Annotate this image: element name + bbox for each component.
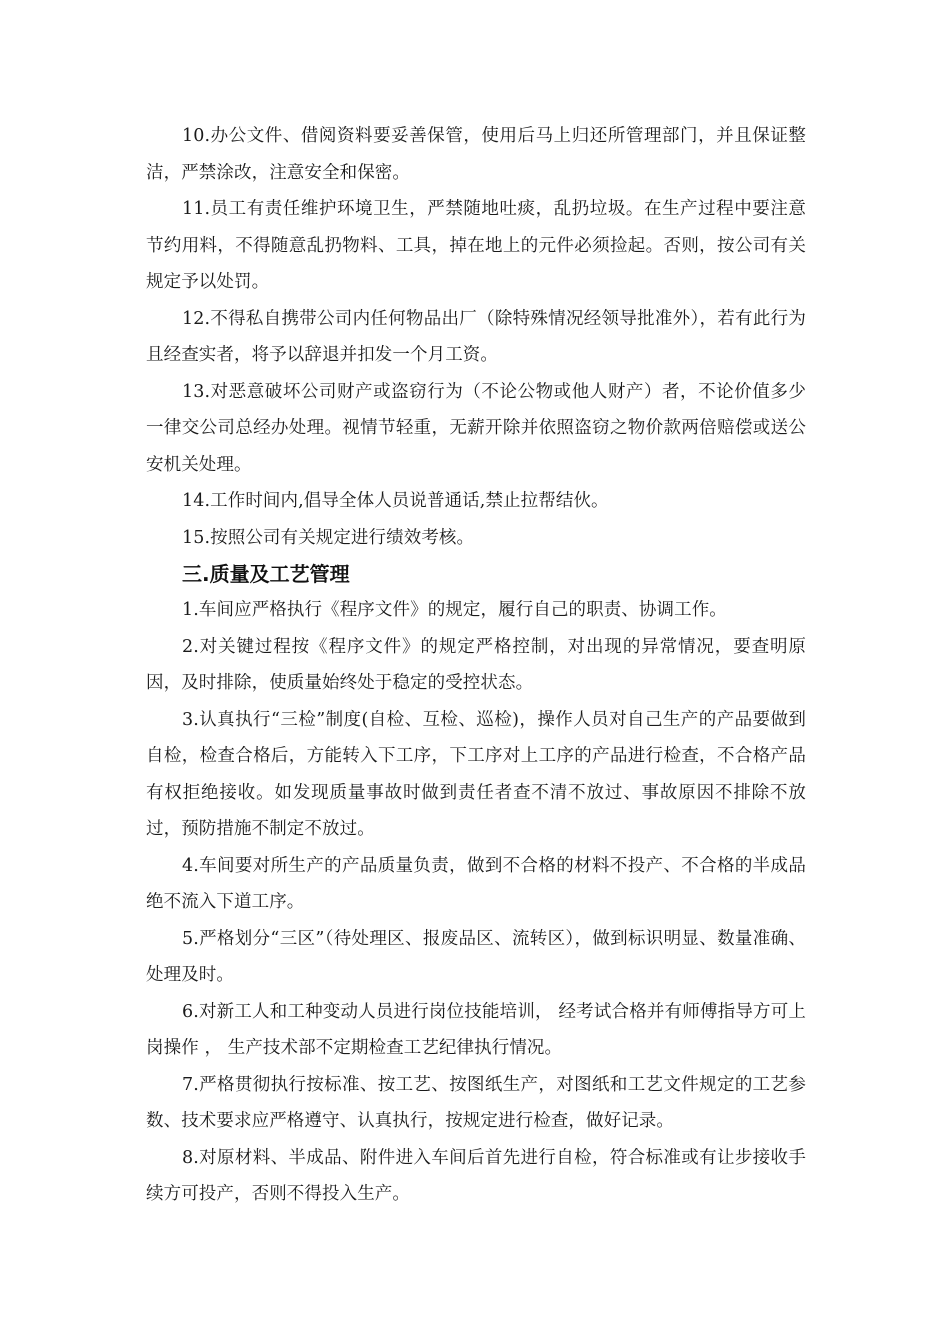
paragraph-quality-5: 5.严格划分“三区”（待处理区、报废品区、流转区），做到标识明显、数量准确、处理及时。 (146, 928, 806, 985)
paragraph-rule-10: 10.办公文件、借阅资料要妥善保管，使用后马上归还所管理部门，并且保证整洁，严禁涂改，注意安全和保密。 (146, 126, 806, 183)
paragraph-quality-3: 3.认真执行“三检”制度(自检、互检、巡检)，操作人员对自己生产的产品要做到自检，检查合格后，方能转入下工序，下工序对上工序的产品进行检查，不合格产品有权拒绝接收。如发现质量事故时做到责任者查不清不放过、事故原因不排除不放过，预防措施不制定不放过。 (146, 709, 806, 839)
paragraph-rule-15: 15.按照公司有关规定进行绩效考核。 (182, 527, 475, 548)
document-body (146, 118, 806, 1213)
paragraph-rule-13: 13.对恶意破坏公司财产或盗窃行为（不论公物或他人财产）者，不论价值多少一律交公司总经办处理。视情节轻重，无薪开除并依照盗窃之物价款两倍赔偿或送公安机关处理。 (146, 381, 806, 475)
paragraph-rule-12: 12.不得私自携带公司内任何物品出厂（除特殊情况经领导批准外），若有此行为且经查实者，将予以辞退并扣发一个月工资。 (146, 308, 806, 365)
paragraph-rule-14: 14.工作时间内,倡导全体人员说普通话,禁止拉帮结伙。 (182, 491, 609, 511)
paragraph-quality-4: 4.车间要对所生产的产品质量负责，做到不合格的材料不投产、不合格的半成品绝不流入下道工序。 (146, 855, 806, 912)
paragraph-quality-2: 2.对关键过程按《程序文件》的规定严格控制，对出现的异常情况，要查明原因，及时排除，使质量始终处于稳定的受控状态。 (146, 636, 806, 693)
paragraph-quality-1: 1.车间应严格执行《程序文件》的规定，履行自己的职责、协调工作。 (182, 600, 727, 620)
paragraph-quality-7: 7.严格贯彻执行按标准、按工艺、按图纸生产，对图纸和工艺文件规定的工艺参数、技术要求应严格遵守、认真执行，按规定进行检查，做好记录。 (146, 1074, 806, 1131)
paragraph-quality-6: 6.对新工人和工种变动人员进行岗位技能培训， 经考试合格并有师傅指导方可上岗操作 ， 生产技术部不定期检查工艺纪律执行情况。 (146, 1001, 806, 1058)
section-heading-quality: 三.质量及工艺管理 (182, 562, 350, 586)
paragraph-rule-11: 11.员工有责任维护环境卫生，严禁随地吐痰，乱扔垃圾。在生产过程中要注意节约用料，不得随意乱扔物料、工具，掉在地上的元件必须捡起。否则，按公司有关规定予以处罚。 (146, 199, 806, 292)
paragraph-quality-8: 8.对原材料、半成品、附件进入车间后首先进行自检，符合标准或有让步接收手续方可投产，否则不得投入生产。 (146, 1147, 806, 1204)
